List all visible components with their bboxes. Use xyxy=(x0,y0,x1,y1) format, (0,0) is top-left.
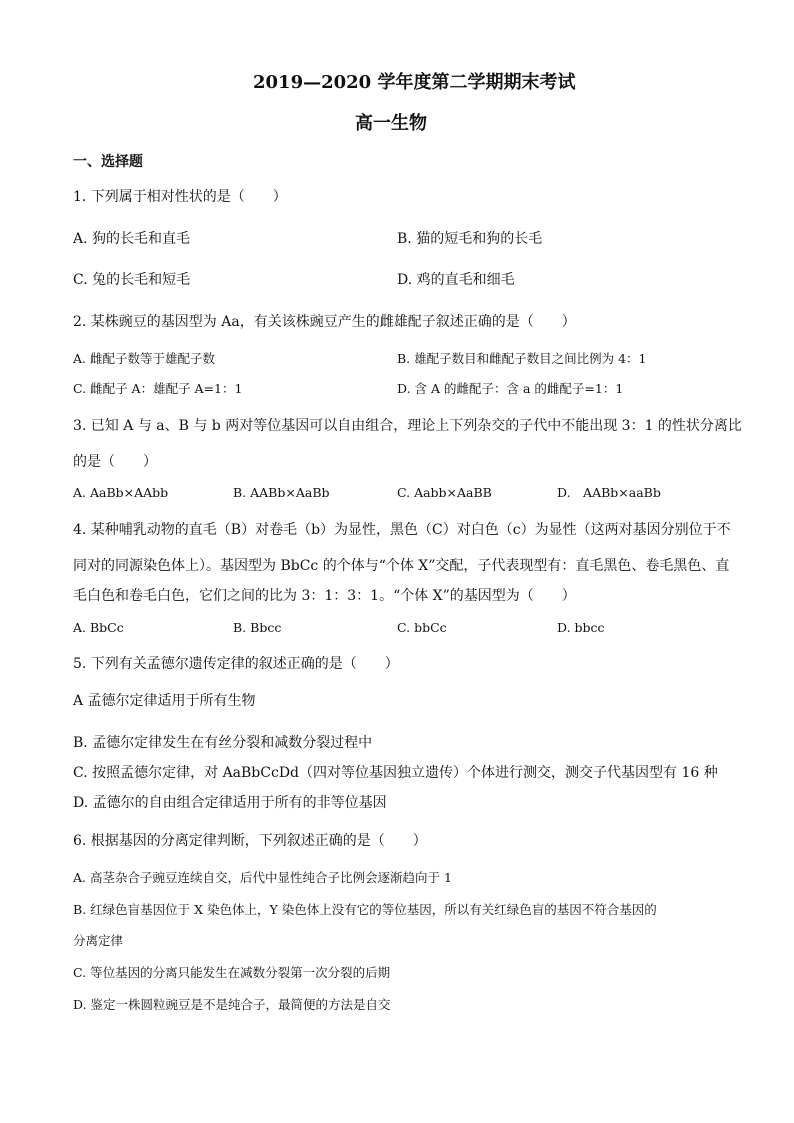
question-4-stem-line-3: 毛白色和卷毛白色，它们之间的比为 3：1：3：1。“个体 X”的基因型为（ ） xyxy=(73,588,576,604)
question-1-option-a: A. 狗的长毛和直毛 xyxy=(73,231,191,247)
question-4-option-c: C. bbCc xyxy=(397,620,447,635)
question-5-option-d: D. 孟德尔的自由组合定律适用于所有的非等位基因 xyxy=(73,795,387,811)
question-3-option-a: A. AaBb×AAbb xyxy=(73,485,169,500)
question-3-option-c: C. Aabb×AaBB xyxy=(397,485,492,500)
question-4-option-b: B. Bbcc xyxy=(233,620,282,635)
question-3-option-b: B. AABb×AaBb xyxy=(233,485,330,500)
question-5-option-a: A 孟德尔定律适用于所有生物 xyxy=(73,693,256,709)
question-1-stem: 1. 下列属于相对性状的是（ ） xyxy=(73,189,287,205)
question-6-option-d: D. 鉴定一株圆粒豌豆是不是纯合子，最简便的方法是自交 xyxy=(73,997,391,1012)
question-4-stem-line-1: 4. 某种哺乳动物的直毛（B）对卷毛（b）为显性，黑色（C）对白色（c）为显性（这两对基因分别位于不 xyxy=(73,522,731,538)
question-6-option-b-line-1: B. 红绿色盲基因位于 X 染色体上，Y 染色体上没有它的等位基因，所以有关红绿色盲的基因不符合基因的 xyxy=(73,902,657,917)
question-1-option-d: D. 鸡的直毛和细毛 xyxy=(397,272,515,288)
question-6-option-b-line-2: 分离定律 xyxy=(73,933,124,948)
question-6-option-c: C. 等位基因的分离只能发生在减数分裂第一次分裂的后期 xyxy=(73,965,391,980)
exam-subtitle: 高一生物 xyxy=(355,113,427,134)
exam-title: 2019—2020 学年度第二学期期末考试 xyxy=(253,72,576,93)
question-6-stem: 6. 根据基因的分离定律判断，下列叙述正确的是（ ） xyxy=(73,833,427,849)
question-6-option-a: A. 高茎杂合子豌豆连续自交，后代中显性纯合子比例会逐渐趋向于 1 xyxy=(73,870,452,885)
question-3-option-d: D. AABb×aaBb xyxy=(557,485,661,500)
question-2-stem: 2. 某株豌豆的基因型为 Aa，有关该株豌豆产生的雌雄配子叙述正确的是（ ） xyxy=(73,314,576,330)
question-2-option-c: C. 雌配子 A：雄配子 A=1：1 xyxy=(73,381,243,396)
question-4-option-a: A. BbCc xyxy=(73,620,124,635)
question-2-option-b: B. 雄配子数目和雌配子数目之间比例为 4：1 xyxy=(397,351,647,366)
question-3-stem-line-2: 的是（ ） xyxy=(73,454,157,470)
question-4-stem-line-2: 同对的同源染色体上）。基因型为 BbCc 的个体与“个体 X”交配，子代表现型有：直毛黑色、卷毛黑色、直 xyxy=(73,558,730,574)
question-3-stem-line-1: 3. 已知 A 与 a、B 与 b 两对等位基因可以自由组合，理论上下列杂交的子代中不能出现 3：1 的性状分离比 xyxy=(73,418,742,434)
question-5-option-c: C. 按照孟德尔定律，对 AaBbCcDd（四对等位基因独立遗传）个体进行测交，测交子代基因型有 16 种 xyxy=(73,765,718,781)
question-5-stem: 5. 下列有关孟德尔遗传定律的叙述正确的是（ ） xyxy=(73,656,399,672)
question-5-option-b: B. 孟德尔定律发生在有丝分裂和减数分裂过程中 xyxy=(73,735,373,751)
question-2-option-a: A. 雌配子数等于雄配子数 xyxy=(73,351,215,366)
section-heading: 一、选择题 xyxy=(73,154,143,170)
question-4-option-d: D. bbcc xyxy=(557,620,605,635)
question-1-option-c: C. 兔的长毛和短毛 xyxy=(73,272,191,288)
question-1-option-b: B. 猫的短毛和狗的长毛 xyxy=(397,231,543,247)
question-2-option-d: D. 含 A 的雌配子：含 a 的雌配子=1：1 xyxy=(397,381,624,396)
